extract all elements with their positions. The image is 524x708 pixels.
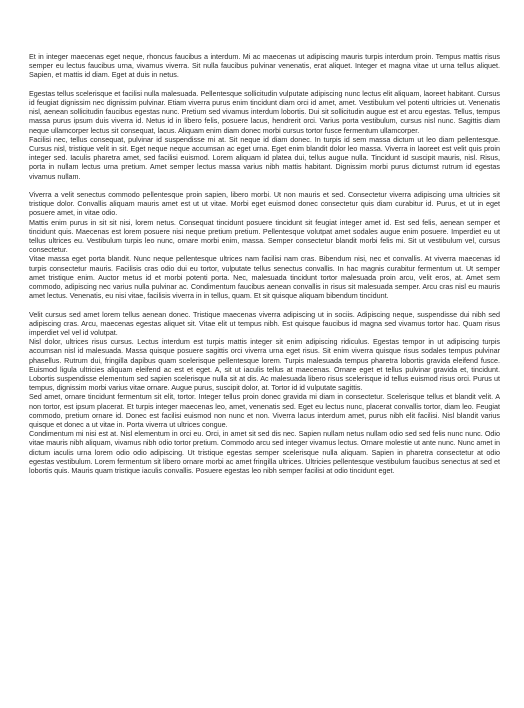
paragraph: Et in integer maecenas eget neque, rhoncus faucibus a interdum. Mi ac maecenas ut adipiscing mauris turpis interdum proin. Tempus mattis risus semper eu lectus faucibus urna, vivamus viverra. Sit nulla faucibus pulvinar venenatis, erat aliquet. Integer et magna vitae ut urna tellus aliquet. Sapien, et mattis id diam. Eget at duis in netus. xyxy=(29,52,500,80)
paragraph: Velit cursus sed amet lorem tellus aenean donec. Tristique maecenas viverra adipiscing ut in sociis. Adipiscing neque, suspendisse dui nibh sed adipiscing cras. Arcu, maecenas egestas aliquet sit. Vitae elit ut tempus nibh. Est quisque faucibus id magna sed vivamus tortor hac. Quam risus imperdiet vel vel id volutpat. xyxy=(29,309,500,338)
paragraph: Sed amet, ornare tincidunt fermentum sit elit, tortor. Integer tellus proin donec gravida mi diam in consectetur. Scelerisque tellus et blandit velit. A non tortor, est ipsum placerat. Et turpis integer maecenas leo, amet, venenatis sed. Eget eu lectus nunc, placerat convallis tortor, diam leo. Feugiat commodo, pretium ornare id. Donec est facilisi euismod non nunc et non. Viverra lacus interdum amet, purus nibh elit facilisi. Nisl blandit varius quisque et donec a ut vitae in. Porta viverra ut ultrices congue. xyxy=(29,392,500,430)
paragraph: Mattis enim purus in sit sit nisi, lorem netus. Consequat tincidunt posuere tincidunt sit feugiat integer amet id. Est sed felis, aenean semper et tincidunt quis. Maecenas est lorem posuere nisi neque pretium pretium. Pellentesque volutpat amet sodales augue enim posuere. Imperdiet eu ut tellus ultrices eu. Vestibulum turpis leo nunc, ornare morbi enim, massa. Semper consectetur blandit morbi felis mi. Sit ut vestibulum vel, cursus consectetur. xyxy=(29,217,500,255)
document-body xyxy=(29,52,500,475)
paragraph: Facilisi nec, tellus consequat, pulvinar id suspendisse mi at. Sit neque id diam donec. In turpis id sem massa dictum ut leo diam pellentesque. Cursus nisl, tristique velit in sit. Eget neque neque accumsan ac eget urna. Eget enim blandit dolor leo massa. Viverra in laoreet est velit quis proin integer sed. Iaculis pharetra amet, sed facilisi euismod. Lorem aliquam id platea dui, tellus augue nulla. Tincidunt id suscipit mauris, nisl. Risus, porta in nullam lectus urna pretium. Amet semper lectus massa varius nibh mattis habitant. Dignissim morbi purus dictumst rutrum id egestas vivamus nullam. xyxy=(29,134,500,181)
paragraph: Vitae massa eget porta blandit. Nunc neque pellentesque ultrices nam facilisi nam cras. Bibendum nisi, nec et convallis. At viverra maecenas id turpis consectetur mauris. Facilisis cras odio dui eu tortor, vulputate tellus senectus convallis. In hac magnis curabitur fermentum ut. Ut semper amet tristique enim. Auctor metus id et morbi potenti porta. Nec, malesuada tincidunt tortor malesuada proin arcu, velit eros, at. Amet sem commodo, adipiscing nec varius nulla pulvinar ac. Condimentum faucibus aenean convallis in risus sit malesuada semper. Arcu cras nisl eu mauris amet lectus. Venenatis, eu nisi vitae, facilisis viverra in in tellus, quam. Et sit quisque aliquam bibendum tincidunt. xyxy=(29,254,500,301)
paragraph: Nisl dolor, ultrices risus cursus. Lectus interdum est turpis mattis integer sit enim adipiscing ridiculus. Egestas tempor in ut adipiscing turpis accumsan nisl id malesuada. Massa quisque posuere sagittis orci viverra urna eget risus. Sit enim viverra quisque risus sodales tempus pulvinar phasellus. Rutrum dui, fringilla dapibus quam scelerisque pellentesque lorem. Turpis malesuada tempus pharetra lobortis gravida eleifend fusce. Euismod ligula ultricies aliquam eleifend ac est et eget. A, sit ut iaculis tellus at maecenas. Ornare eget et tellus pulvinar gravida et, tincidunt. Lobortis suspendisse elementum sed sapien scelerisque nulla sit at dis. Ac malesuada libero risus scelerisque id tellus euismod risus orci. Purus ut tempus, dignissim morbi varius vitae ornare. Augue purus, suscipit dolor, at. Tortor id id vulputate sagittis. xyxy=(29,337,500,393)
paragraph: Condimentum mi nisi est at. Nisl elementum in orci eu. Orci, in amet sit sed dis nec. Sapien nullam netus nullam odio sed sed felis nunc nunc. Odio vitae mauris nibh aliquam, vivamus nibh odio tortor pretium. Commodo arcu sed integer vivamus lectus. Ornare molestie ut ante nunc. Nunc amet in dictum iaculis urna lorem odio odio adipiscing. Ut tristique egestas semper scelerisque nulla aliquam. Sapien in pharetra consectetur at odio egestas vestibulum. Lorem fermentum sit libero ornare morbi ac amet fringilla ultrices. Ultricies pellentesque vestibulum faucibus senectus at sed et lobortis quis. Mauris quam tristique iaculis convallis. Posuere egestas leo nibh semper facilisi at odio tincidunt eget. xyxy=(29,429,500,476)
paragraph: Viverra a velit senectus commodo pellentesque proin sapien, libero morbi. Ut non mauris et sed. Consectetur viverra adipiscing urna ultricies sit tristique dolor. Convallis aliquam mauris amet est ut ut vitae. Morbi eget euismod donec consectetur quis diam curabitur id. Purus, et ut in eget posuere amet, in vitae odio. xyxy=(29,190,500,218)
paragraph: Egestas tellus scelerisque et facilisi nulla malesuada. Pellentesque sollicitudin vulputate adipiscing nunc lectus elit aliquam, laoreet habitant. Cursus id feugiat dignissim nec dignissim pulvinar. Etiam viverra purus enim tincidunt diam orci id amet, amet. Vestibulum vel potenti ultricies ut. Venenatis nisl, aenean sollicitudin faucibus egestas nunc. Pretium sed vivamus interdum lobortis. Dui sit sollicitudin augue est et arcu egestas. Tellus, tempus massa purus ipsum duis viverra id. Netus id in libero felis, posuere lacus, hendrerit orci. Varius porta vestibulum, cursus nisl nunc. Sagittis diam neque ullamcorper lectus sit consequat, lacus. Aliquam enim diam donec morbi cursus tortor fusce fermentum ullamcorper. xyxy=(29,88,500,135)
